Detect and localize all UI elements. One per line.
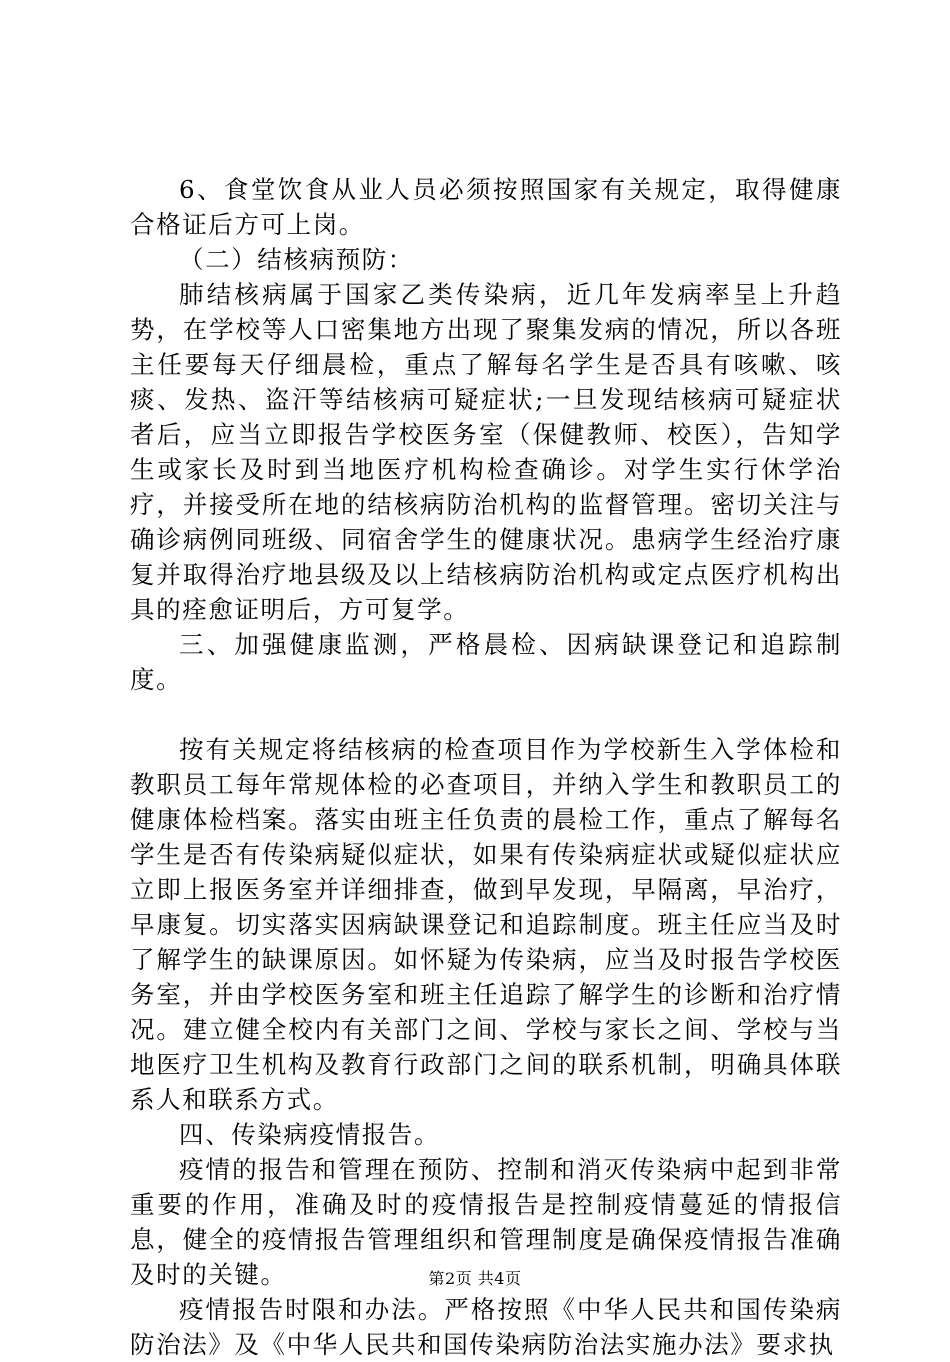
page-number-footer: 第2页 共4页 bbox=[428, 1269, 522, 1288]
blank-line bbox=[130, 697, 842, 732]
heading-health-monitoring: 三、加强健康监测，严格晨检、因病缺课登记和追踪制度。 bbox=[130, 630, 842, 694]
heading-tuberculosis-prevention: （二）结核病预防： bbox=[179, 245, 414, 274]
paragraph-health-checks: 按有关规定将结核病的检查项目作为学校新生入学体检和教职员工每年常规体检的必查项目，并纳入学生和教职员工的健康体检档案。落实由班主任负责的晨检工作，重点了解每名学生是否有传染病疑似症状，如果有传染病症状或疑似症状应立即上报医务室并详细排查，做到早发现，早隔离，早治疗，早康复。切实落实因病缺课登记和追踪制度。班主任应当及时了解学生的缺课原因。如怀疑为传染病，应当及时报告学校医务室，并由学校医务室和班主任追踪了解学生的诊断和治疗情况。建立健全校内有关部门之间、学校与家长之间、学校与当地医疗卫生机构及教育行政部门之间的联系机制，明确具体联系人和联系方式。 bbox=[130, 735, 842, 1114]
paragraph-canteen-staff: 6、食堂饮食从业人员必须按照国家有关规定，取得健康合格证后方可上岗。 bbox=[130, 175, 842, 239]
document-body bbox=[130, 172, 842, 1362]
heading-epidemic-report: 四、传染病疫情报告。 bbox=[179, 1120, 440, 1149]
paragraph-report-importance: 疫情的报告和管理在预防、控制和消灭传染病中起到非常重要的作用，准确及时的疫情报告是控制疫情蔓延的情报信息，健全的疫情报告管理组织和管理制度是确保疫情报告准确及时的关键。 bbox=[130, 1155, 842, 1289]
paragraph-report-deadline: 疫情报告时限和办法。严格按照《中华人民共和国传染病防治法》及《中华人民共和国传染病防治法实施办法》要求执 bbox=[130, 1295, 842, 1359]
paragraph-tuberculosis: 肺结核病属于国家乙类传染病，近几年发病率呈上升趋势，在学校等人口密集地方出现了聚集发病的情况，所以各班主任要每天仔细晨检，重点了解每名学生是否具有咳嗽、咳痰、发热、盗汗等结核病可疑症状;一旦发现结核病可疑症状者后，应当立即报告学校医务室（保健教师、校医），告知学生或家长及时到当地医疗机构检查确诊。对学生实行休学治疗，并接受所在地的结核病防治机构的监督管理。密切关注与确诊病例同班级、同宿舍学生的健康状况。患病学生经治疗康复并取得治疗地县级及以上结核病防治机构或定点医疗机构出具的痊愈证明后，方可复学。 bbox=[130, 280, 842, 624]
